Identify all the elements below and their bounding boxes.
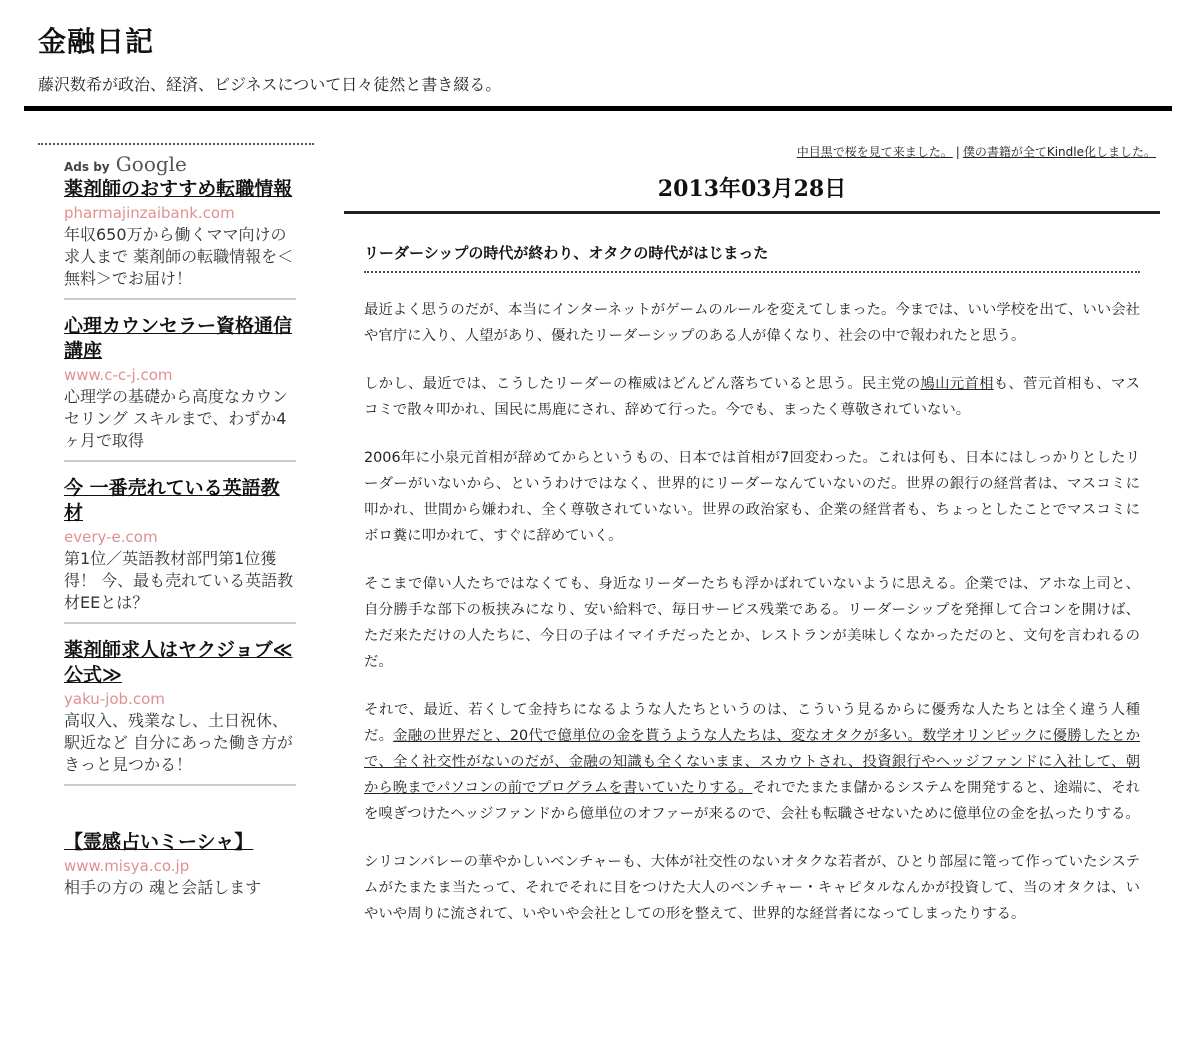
ad-text: 年収650万から働くママ向けの求人まで 薬剤師の転職情報を＜無料＞でお届け！ xyxy=(64,225,294,288)
post-title[interactable]: リーダーシップの時代が終わり、オタクの時代がはじまった xyxy=(364,244,769,262)
header-divider xyxy=(24,106,1172,111)
prev-post-link[interactable]: 中目黒で桜を見て来ました。 xyxy=(796,145,953,159)
ad-text: 心理学の基礎から高度なカウンセリング スキルまで、わずか4ヶ月で取得 xyxy=(64,387,289,450)
ad-item xyxy=(64,476,296,624)
post-navigation xyxy=(344,143,1160,160)
underlined-text: 金融の世界だと、20代で億単位の金を貰うような人たちは、変なオタクが多い。数学オリンピックに優勝したとかで、全く社交性がないのだが、金融の知識も全くないまま、スカウトされ、投資銀行やヘッジファンドに入社して、朝から晩までパソコンの前でプログラムを書いていたりする。 xyxy=(364,728,1140,796)
paragraph-text: それでたまたま儲かるシステムを開発すると、途端に、それを嗅ぎつけたヘッジファンドから億単位のオファーが来るので、会社も転職させないために億単位の金を払ったりする。 xyxy=(364,780,1141,822)
site-description: 藤沢数希が政治、経済、ビジネスについて日々徒然と書き綴る。 xyxy=(38,75,502,94)
ad-title-link[interactable]: 薬剤師のおすすめ転職情報 xyxy=(64,178,293,200)
ad-text: 相手の方の 魂と会話します xyxy=(64,878,262,897)
site-header xyxy=(38,20,1178,95)
paragraph-text: それで、最近、若くして金持ちになるような人たちというのは、こういう見るからに優秀な人たちとは全く違う人種だ。 xyxy=(364,702,1140,744)
ad-url-link[interactable]: www.c-c-j.com xyxy=(64,366,173,384)
date-divider xyxy=(344,211,1160,214)
hatoyama-link[interactable]: 鳩山元首相 xyxy=(920,376,994,392)
site-title[interactable]: 金融日記 xyxy=(38,25,155,58)
ad-text: 第1位／英語教材部門第1位獲得！ 今、最も売れている英語教材EEとは？ xyxy=(64,549,294,612)
post-paragraph xyxy=(364,371,1140,423)
ad-item xyxy=(64,177,296,300)
main-content xyxy=(344,143,1160,949)
ad-url-link[interactable]: pharmajinzaibank.com xyxy=(64,204,235,222)
paragraph-text: も、菅元首相も、マスコミで散々叩かれ、国民に馬鹿にされ、辞めて行った。今でも、まったく尊敬されていない。 xyxy=(364,376,1140,418)
ad-title-link[interactable]: 今 一番売れている英語教材 xyxy=(64,477,280,524)
post-paragraph xyxy=(364,697,1140,827)
post-paragraph: シリコンバレーの華やかしいベンチャーも、大体が社交性のないオタクな若者が、ひとり部屋に篭って作っていたシステムがたまたま当たって、それでそれに目をつけた大人のベンチャー・キャピタルなんかが投資して、当のオタクは、いやいや周りに流されて、いやいや会社としての形を整えて、世界的な経営者になってしまったりする。 xyxy=(364,854,1140,922)
ad-title-link[interactable]: 薬剤師求人はヤクジョブ≪公式≫ xyxy=(64,639,293,686)
ad-url-link[interactable]: www.misya.co.jp xyxy=(64,857,190,875)
title-dotted-divider xyxy=(364,271,1140,273)
google-logo: Google xyxy=(115,152,187,176)
ads-by-label: Ads by xyxy=(64,160,110,174)
post-paragraph: そこまで偉い人たちではなくても、身近なリーダーたちも浮かばれていないように思える。企業では、アホな上司と、自分勝手な部下の板挟みになり、安い給料で、毎日サービス残業である。リーダーシップを発揮して合コンを開けば、ただ来ただけの人たちに、今日の子はイマイチだったとか、レストランが美味しくなかっただのと、文句を言われるのだ。 xyxy=(364,576,1140,670)
nav-separator: | xyxy=(955,145,960,159)
ad-text: 高収入、残業なし、土日祝休、駅近など 自分にあった働き方がきっと見つかる！ xyxy=(64,711,293,774)
sidebar-ads xyxy=(38,143,314,921)
ad-title-link[interactable]: 【霊感占いミーシャ】 xyxy=(64,831,254,853)
post-body xyxy=(364,297,1140,927)
ads-by-google[interactable] xyxy=(64,151,314,177)
ad-item xyxy=(64,638,296,786)
paragraph-text: しかし、最近では、こうしたリーダーの権威はどんどん落ちていると思う。民主党の xyxy=(364,376,921,392)
ad-url-link[interactable]: every-e.com xyxy=(64,528,158,546)
post-paragraph: 最近よく思うのだが、本当にインターネットがゲームのルールを変えてしまった。今までは、いい学校を出て、いい会社や官庁に入り、人望があり、優れたリーダーシップのある人が偉くなり、社会の中で報われたと思う。 xyxy=(364,302,1140,344)
ad-title-link[interactable]: 心理カウンセラー資格通信講座 xyxy=(64,315,293,362)
ad-url-link[interactable]: yaku-job.com xyxy=(64,690,165,708)
post-paragraph: 2006年に小泉元首相が辞めてからというもの、日本では首相が7回変わった。これは何も、日本にはしっかりとしたリーダーがいないから、というわけではなく、世界的にリーダーなんていないのだ。世界の銀行の経営者は、マスコミに叩かれ、世間から嫌われ、全く尊敬されていない。世界の政治家も、企業の経営者も、ちょっとしたことでマスコミにボロ糞に叩かれて、すぐに辞めていく。 xyxy=(364,450,1141,544)
ad-item xyxy=(64,314,296,462)
ad-item xyxy=(64,830,296,907)
post-date: 2013年03月28日 xyxy=(657,176,847,202)
next-post-link[interactable]: 僕の書籍が全てKindle化しました。 xyxy=(962,145,1156,159)
sidebar-dotted-divider xyxy=(38,143,314,145)
